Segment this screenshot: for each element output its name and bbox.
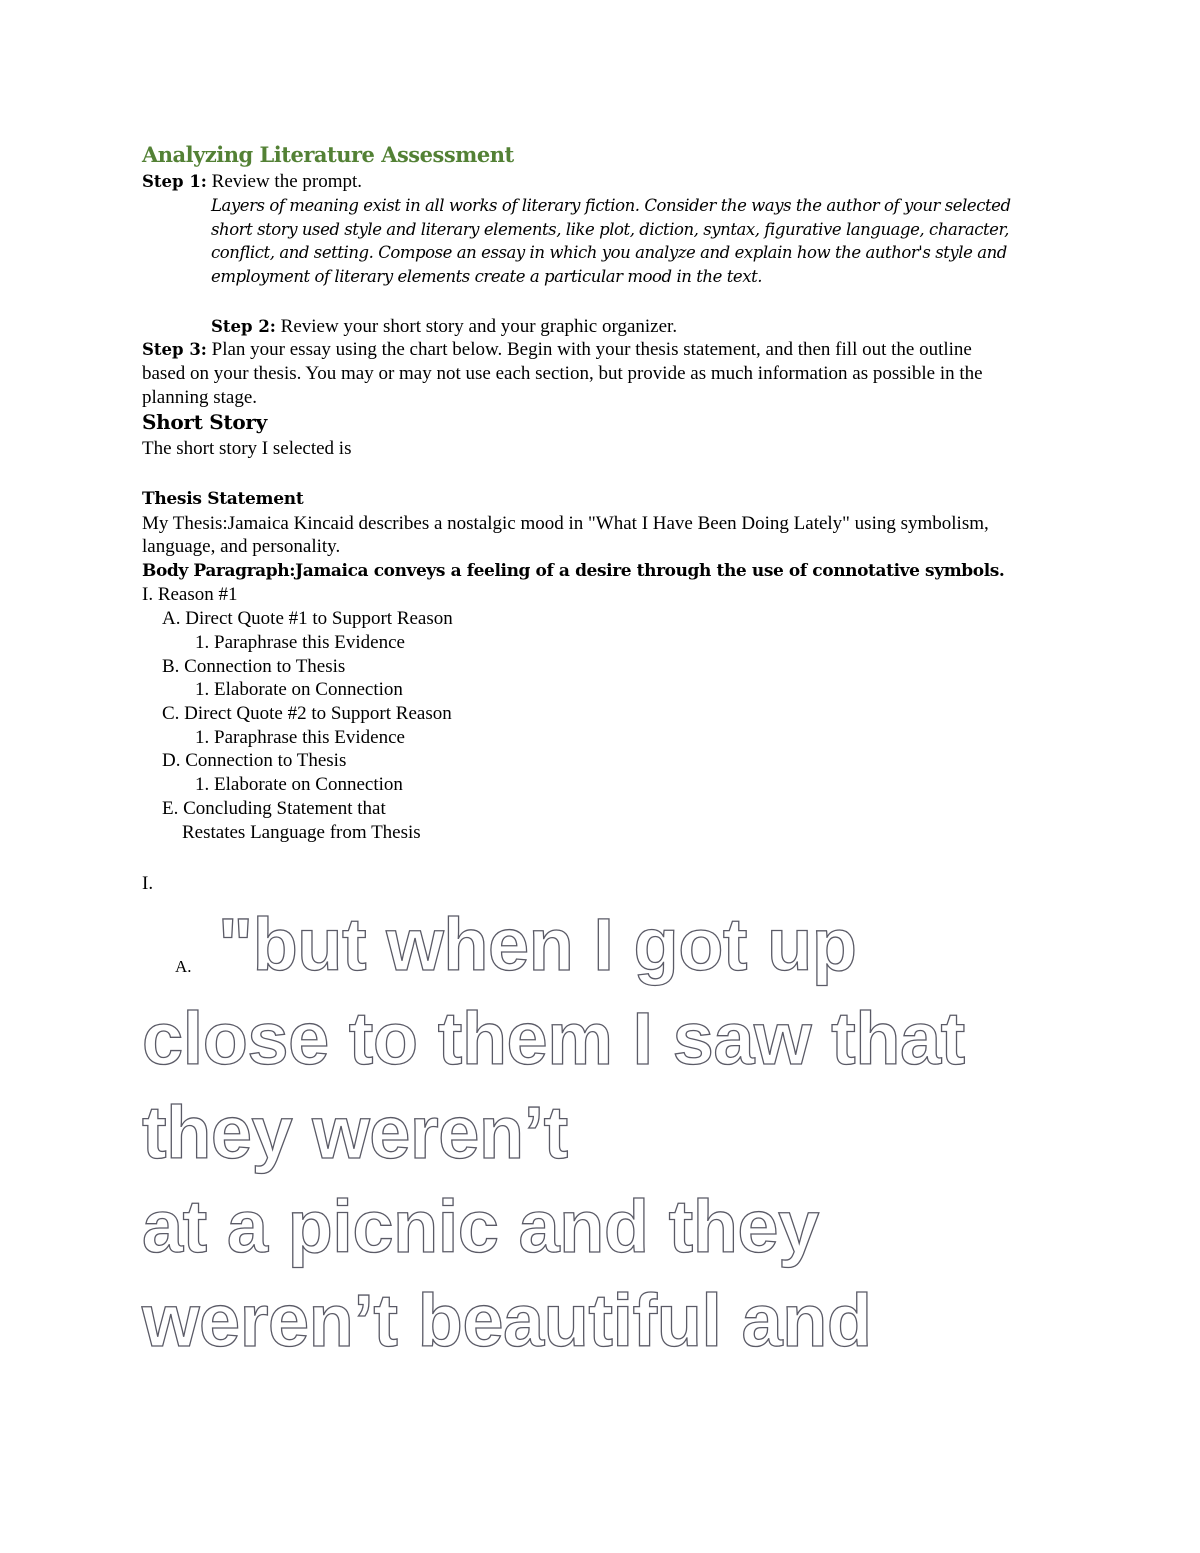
outline-item-a: A. Direct Quote #1 to Support Reason [162, 608, 453, 629]
outline-item-e: E. Concluding Statement that [162, 798, 386, 819]
outline-item-c1: 1. Paraphrase this Evidence [195, 727, 405, 748]
page-title: Analyzing Literature Assessment [142, 142, 514, 167]
outline-reason: I. Reason #1 [142, 584, 238, 605]
outline-item-d: D. Connection to Thesis [162, 750, 347, 771]
letter-a: A. [175, 957, 192, 976]
step2-text: Review your short story and your graphic organizer. [275, 316, 678, 337]
step3-text: Plan your essay using the chart below. Begin with your thesis statement, and then fill out the outline [206, 339, 972, 360]
outline-item-e2: Restates Language from Thesis [182, 822, 421, 843]
prompt-line: Layers of meaning exist in all works of literary fiction. Consider the ways the author of your selected [211, 196, 1011, 215]
prompt-line: employment of literary elements create a particular mood in the text. [211, 266, 763, 286]
thesis-line-1: My Thesis:Jamaica Kincaid describes a nostalgic mood in "What I Have Been Doing Lately" using symbolism, [142, 513, 989, 534]
quote-line-5: weren’t beautiful and [142, 1279, 872, 1362]
step1-label: Step 1: [142, 172, 207, 191]
outline-item-d1: 1. Elaborate on Connection [195, 774, 403, 795]
step3-line-3: planning stage. [142, 387, 258, 408]
step3-label: Step 3: [142, 340, 207, 359]
prompt-line: conflict, and setting. Compose an essay in which you analyze and explain how the author's style and [211, 243, 1007, 262]
quote-line-4: at a picnic and they [142, 1185, 819, 1268]
outline-item-c: C. Direct Quote #2 to Support Reason [162, 703, 452, 724]
quote-line-1: "but when I got up [218, 903, 857, 986]
step1-text: Review the prompt. [206, 171, 363, 192]
outline-item-b1: 1. Elaborate on Connection [195, 679, 403, 700]
quote-line-3: they weren’t [142, 1091, 568, 1174]
outline-item-a1: 1. Paraphrase this Evidence [195, 632, 405, 653]
step2-label: Step 2: [211, 317, 276, 336]
quote-line-2: close to them I saw that [142, 997, 965, 1080]
thesis-line-2: language, and personality. [142, 536, 341, 557]
thesis-heading: Thesis Statement [142, 489, 304, 509]
step3-line [142, 338, 972, 362]
step1-line [142, 170, 362, 194]
short-story-heading: Short Story [142, 410, 267, 434]
step3-line-2: based on your thesis. You may or may not use each section, but provide as much information as possible in the [142, 363, 983, 384]
outline-item-b: B. Connection to Thesis [162, 656, 346, 677]
prompt-line: short story used style and literary elements, like plot, diction, syntax, figurative language, character, [211, 219, 1009, 239]
short-story-text: The short story I selected is [142, 438, 352, 459]
roman-numeral-one: I. [142, 873, 154, 894]
body-paragraph-heading: Body Paragraph:Jamaica conveys a feeling of a desire through the use of connotative symbols. [142, 561, 1005, 581]
prompt-text [211, 194, 1061, 288]
step2-line [211, 315, 677, 339]
